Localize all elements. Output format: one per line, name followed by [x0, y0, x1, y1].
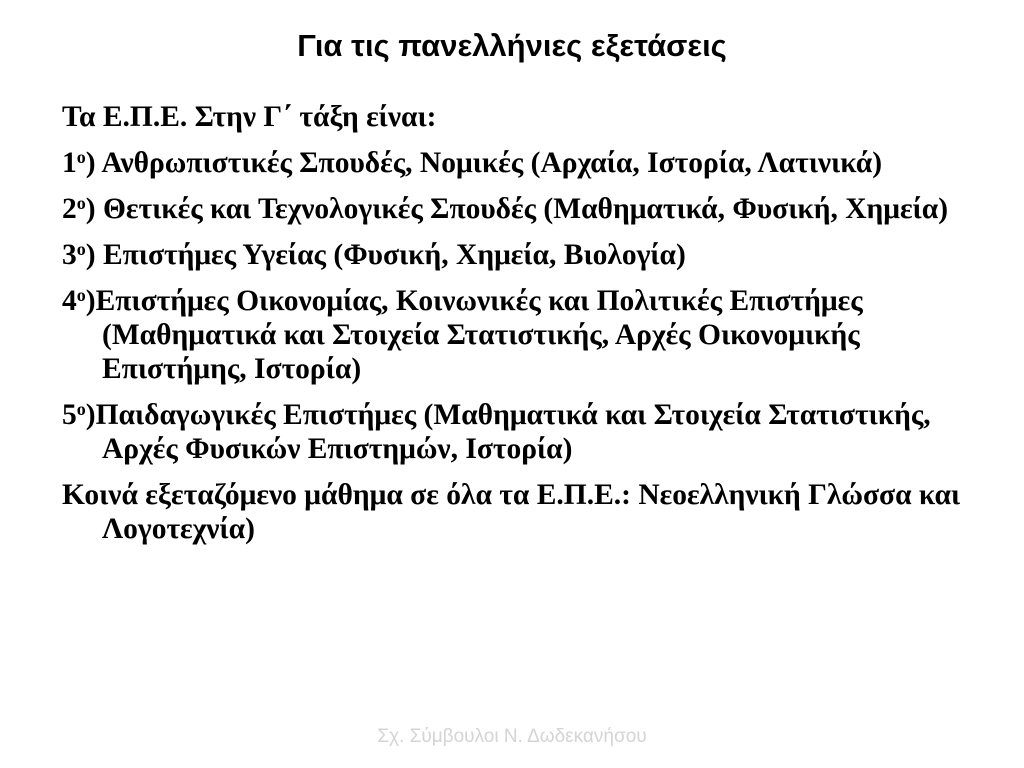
item-text: Θετικές και Τεχνολογικές Σπουδές (Μαθηματικά, Φυσική, Χημεία) [95, 193, 949, 225]
item-text: Παιδαγωγικές Επιστήμες (Μαθηματικά και Στοιχεία Στατιστικής, Αρχές Φυσικών Επιστημών, Ιστορία) [95, 399, 931, 465]
item-number-superscript: ο [76, 399, 86, 419]
item-number-closer: ) [85, 193, 96, 225]
list-item-5 [62, 398, 962, 466]
item-number-superscript: ο [76, 147, 86, 167]
item-number-closer: ) [85, 399, 96, 431]
item-number [62, 147, 96, 179]
common-subject-line: Κοινά εξεταζόμενο μάθημα σε όλα τα Ε.Π.Ε.: Νεοελληνική Γλώσσα και Λογοτεχνία) [62, 479, 961, 545]
list-item-3 [62, 238, 962, 272]
item-number [62, 285, 96, 317]
slide-title: Για τις πανελλήνιες εξετάσεις [297, 28, 727, 63]
item-number-digit: 1 [62, 147, 77, 179]
footer-text: Σχ. Σύμβουλοι Ν. Δωδεκανήσου [377, 726, 647, 747]
item-number [62, 193, 96, 225]
slide-body [62, 100, 962, 558]
item-number-superscript: ο [76, 285, 86, 305]
item-number-superscript: ο [76, 239, 86, 259]
item-number-digit: 4 [62, 285, 77, 317]
item-number-digit: 5 [62, 399, 77, 431]
item-text: Επιστήμες Οικονομίας, Κοινωνικές και Πολιτικές Επιστήμες (Μαθηματικά και Στοιχεία Στατιστικής, Αρχές Οικονομικής Επιστήμης, Ιστορία) [95, 285, 863, 385]
item-text: Ανθρωπιστικές Σπουδές, Νομικές (Αρχαία, Ιστορία, Λατινικά) [95, 147, 883, 179]
list-item-1 [62, 146, 962, 180]
item-number-digit: 3 [62, 239, 77, 271]
item-text: Επιστήμες Υγείας (Φυσική, Χημεία, Βιολογία) [95, 239, 686, 271]
item-number [62, 239, 96, 271]
list-item-4 [62, 284, 962, 386]
item-number-superscript: ο [76, 193, 86, 213]
item-number-digit: 2 [62, 193, 77, 225]
intro-line: Τα Ε.Π.Ε. Στην Γ΄ τάξη είναι: [62, 101, 437, 133]
item-number-closer: ) [85, 239, 96, 271]
item-number [62, 399, 96, 431]
item-number-closer: ) [85, 147, 96, 179]
item-number-closer: ) [85, 285, 96, 317]
list-item-2 [62, 192, 962, 226]
